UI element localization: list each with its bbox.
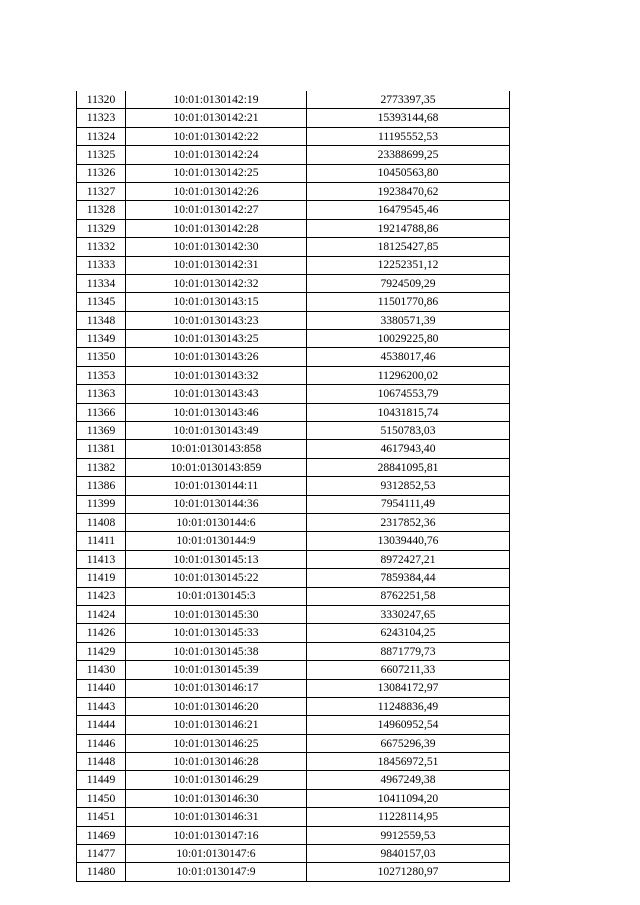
row-number-cell: 11345	[77, 293, 126, 311]
table-row	[77, 366, 510, 384]
value-cell: 6675296,39	[307, 734, 510, 752]
cadastral-number-cell: 10:01:0130142:19	[126, 91, 307, 109]
cadastral-number-cell: 10:01:0130142:21	[126, 109, 307, 127]
value-cell: 8871779,73	[307, 642, 510, 660]
table-row	[77, 716, 510, 734]
value-cell: 11248836,49	[307, 697, 510, 715]
table-row	[77, 458, 510, 476]
cadastral-number-cell: 10:01:0130146:20	[126, 697, 307, 715]
table-row	[77, 513, 510, 531]
value-cell: 23388699,25	[307, 146, 510, 164]
row-number-cell: 11426	[77, 624, 126, 642]
row-number-cell: 11449	[77, 771, 126, 789]
value-cell: 7924509,29	[307, 274, 510, 292]
table-row	[77, 256, 510, 274]
value-cell: 10450563,80	[307, 164, 510, 182]
value-cell: 12252351,12	[307, 256, 510, 274]
row-number-cell: 11349	[77, 330, 126, 348]
row-number-cell: 11332	[77, 238, 126, 256]
cadastral-number-cell: 10:01:0130142:27	[126, 201, 307, 219]
row-number-cell: 11386	[77, 477, 126, 495]
table-row	[77, 863, 510, 881]
table-row	[77, 238, 510, 256]
row-number-cell: 11448	[77, 753, 126, 771]
cadastral-number-cell: 10:01:0130145:3	[126, 587, 307, 605]
row-number-cell: 11382	[77, 458, 126, 476]
value-cell: 8762251,58	[307, 587, 510, 605]
cadastral-number-cell: 10:01:0130146:25	[126, 734, 307, 752]
row-number-cell: 11469	[77, 826, 126, 844]
value-cell: 11228114,95	[307, 808, 510, 826]
cadastral-number-cell: 10:01:0130143:15	[126, 293, 307, 311]
table-row	[77, 348, 510, 366]
cadastral-number-cell: 10:01:0130142:26	[126, 182, 307, 200]
value-cell: 9912559,53	[307, 826, 510, 844]
row-number-cell: 11320	[77, 91, 126, 109]
table-row	[77, 550, 510, 568]
value-cell: 4617943,40	[307, 440, 510, 458]
value-cell: 13039440,76	[307, 532, 510, 550]
cadastral-number-cell: 10:01:0130144:9	[126, 532, 307, 550]
value-cell: 11501770,86	[307, 293, 510, 311]
table-row	[77, 808, 510, 826]
row-number-cell: 11413	[77, 550, 126, 568]
table-row	[77, 422, 510, 440]
table-row	[77, 127, 510, 145]
value-cell: 7954111,49	[307, 495, 510, 513]
row-number-cell: 11328	[77, 201, 126, 219]
table-row	[77, 587, 510, 605]
row-number-cell: 11440	[77, 679, 126, 697]
cadastral-number-cell: 10:01:0130145:22	[126, 569, 307, 587]
cadastral-number-cell: 10:01:0130146:17	[126, 679, 307, 697]
row-number-cell: 11451	[77, 808, 126, 826]
cadastral-number-cell: 10:01:0130143:25	[126, 330, 307, 348]
value-cell: 2317852,36	[307, 513, 510, 531]
cadastral-number-cell: 10:01:0130142:30	[126, 238, 307, 256]
table-row	[77, 182, 510, 200]
cadastral-number-cell: 10:01:0130147:6	[126, 845, 307, 863]
table-body	[77, 91, 510, 881]
row-number-cell: 11381	[77, 440, 126, 458]
table-row	[77, 845, 510, 863]
table-row	[77, 91, 510, 109]
cadastral-number-cell: 10:01:0130143:26	[126, 348, 307, 366]
cadastral-number-cell: 10:01:0130146:31	[126, 808, 307, 826]
row-number-cell: 11325	[77, 146, 126, 164]
cadastral-number-cell: 10:01:0130144:36	[126, 495, 307, 513]
row-number-cell: 11324	[77, 127, 126, 145]
row-number-cell: 11334	[77, 274, 126, 292]
table-row	[77, 771, 510, 789]
value-cell: 4538017,46	[307, 348, 510, 366]
cadastral-number-cell: 10:01:0130146:29	[126, 771, 307, 789]
value-cell: 14960952,54	[307, 716, 510, 734]
table-row	[77, 642, 510, 660]
cadastral-number-cell: 10:01:0130147:9	[126, 863, 307, 881]
cadastral-number-cell: 10:01:0130142:31	[126, 256, 307, 274]
table-row	[77, 311, 510, 329]
cadastral-number-cell: 10:01:0130145:33	[126, 624, 307, 642]
cadastral-number-cell: 10:01:0130142:22	[126, 127, 307, 145]
cadastral-number-cell: 10:01:0130142:28	[126, 219, 307, 237]
row-number-cell: 11450	[77, 789, 126, 807]
table-row	[77, 440, 510, 458]
row-number-cell: 11408	[77, 513, 126, 531]
row-number-cell: 11446	[77, 734, 126, 752]
cadastral-value-table	[76, 91, 510, 882]
value-cell: 13084172,97	[307, 679, 510, 697]
cadastral-number-cell: 10:01:0130143:859	[126, 458, 307, 476]
table-row	[77, 274, 510, 292]
row-number-cell: 11411	[77, 532, 126, 550]
row-number-cell: 11424	[77, 605, 126, 623]
table-row	[77, 330, 510, 348]
row-number-cell: 11399	[77, 495, 126, 513]
table-row	[77, 532, 510, 550]
cadastral-number-cell: 10:01:0130143:32	[126, 366, 307, 384]
cadastral-number-cell: 10:01:0130146:30	[126, 789, 307, 807]
cadastral-number-cell: 10:01:0130142:24	[126, 146, 307, 164]
value-cell: 4967249,38	[307, 771, 510, 789]
row-number-cell: 11353	[77, 366, 126, 384]
row-number-cell: 11327	[77, 182, 126, 200]
value-cell: 15393144,68	[307, 109, 510, 127]
value-cell: 9312852,53	[307, 477, 510, 495]
cadastral-number-cell: 10:01:0130146:21	[126, 716, 307, 734]
value-cell: 5150783,03	[307, 422, 510, 440]
cadastral-number-cell: 10:01:0130142:25	[126, 164, 307, 182]
table-row	[77, 661, 510, 679]
cadastral-number-cell: 10:01:0130143:858	[126, 440, 307, 458]
table-row	[77, 293, 510, 311]
cadastral-number-cell: 10:01:0130143:23	[126, 311, 307, 329]
value-cell: 10271280,97	[307, 863, 510, 881]
row-number-cell: 11348	[77, 311, 126, 329]
table-row	[77, 385, 510, 403]
table-row	[77, 109, 510, 127]
cadastral-number-cell: 10:01:0130143:43	[126, 385, 307, 403]
row-number-cell: 11366	[77, 403, 126, 421]
table-row	[77, 826, 510, 844]
table-row	[77, 403, 510, 421]
value-cell: 19238470,62	[307, 182, 510, 200]
value-cell: 11296200,02	[307, 366, 510, 384]
row-number-cell: 11444	[77, 716, 126, 734]
value-cell: 11195552,53	[307, 127, 510, 145]
value-cell: 19214788,86	[307, 219, 510, 237]
value-cell: 7859384,44	[307, 569, 510, 587]
value-cell: 3330247,65	[307, 605, 510, 623]
cadastral-number-cell: 10:01:0130144:6	[126, 513, 307, 531]
table-row	[77, 201, 510, 219]
table-row	[77, 219, 510, 237]
table-row	[77, 495, 510, 513]
cadastral-number-cell: 10:01:0130144:11	[126, 477, 307, 495]
value-cell: 16479545,46	[307, 201, 510, 219]
row-number-cell: 11323	[77, 109, 126, 127]
row-number-cell: 11423	[77, 587, 126, 605]
table-row	[77, 679, 510, 697]
row-number-cell: 11350	[77, 348, 126, 366]
table-row	[77, 569, 510, 587]
table-row	[77, 734, 510, 752]
table-row	[77, 605, 510, 623]
value-cell: 8972427,21	[307, 550, 510, 568]
table-row	[77, 146, 510, 164]
row-number-cell: 11326	[77, 164, 126, 182]
value-cell: 9840157,03	[307, 845, 510, 863]
value-cell: 2773397,35	[307, 91, 510, 109]
table-row	[77, 753, 510, 771]
cadastral-number-cell: 10:01:0130143:46	[126, 403, 307, 421]
cadastral-number-cell: 10:01:0130142:32	[126, 274, 307, 292]
table-row	[77, 477, 510, 495]
cadastral-number-cell: 10:01:0130147:16	[126, 826, 307, 844]
row-number-cell: 11480	[77, 863, 126, 881]
row-number-cell: 11333	[77, 256, 126, 274]
cadastral-number-cell: 10:01:0130146:28	[126, 753, 307, 771]
value-cell: 6607211,33	[307, 661, 510, 679]
value-cell: 18456972,51	[307, 753, 510, 771]
row-number-cell: 11419	[77, 569, 126, 587]
row-number-cell: 11430	[77, 661, 126, 679]
table-row	[77, 789, 510, 807]
cadastral-number-cell: 10:01:0130145:30	[126, 605, 307, 623]
row-number-cell: 11329	[77, 219, 126, 237]
table-row	[77, 164, 510, 182]
table-row	[77, 697, 510, 715]
value-cell: 6243104,25	[307, 624, 510, 642]
value-cell: 10029225,80	[307, 330, 510, 348]
table-row	[77, 624, 510, 642]
row-number-cell: 11369	[77, 422, 126, 440]
cadastral-number-cell: 10:01:0130145:13	[126, 550, 307, 568]
row-number-cell: 11429	[77, 642, 126, 660]
value-cell: 10411094,20	[307, 789, 510, 807]
value-cell: 3380571,39	[307, 311, 510, 329]
value-cell: 28841095,81	[307, 458, 510, 476]
value-cell: 10674553,79	[307, 385, 510, 403]
row-number-cell: 11363	[77, 385, 126, 403]
cadastral-number-cell: 10:01:0130145:38	[126, 642, 307, 660]
value-cell: 18125427,85	[307, 238, 510, 256]
cadastral-number-cell: 10:01:0130143:49	[126, 422, 307, 440]
value-cell: 10431815,74	[307, 403, 510, 421]
row-number-cell: 11477	[77, 845, 126, 863]
row-number-cell: 11443	[77, 697, 126, 715]
cadastral-number-cell: 10:01:0130145:39	[126, 661, 307, 679]
